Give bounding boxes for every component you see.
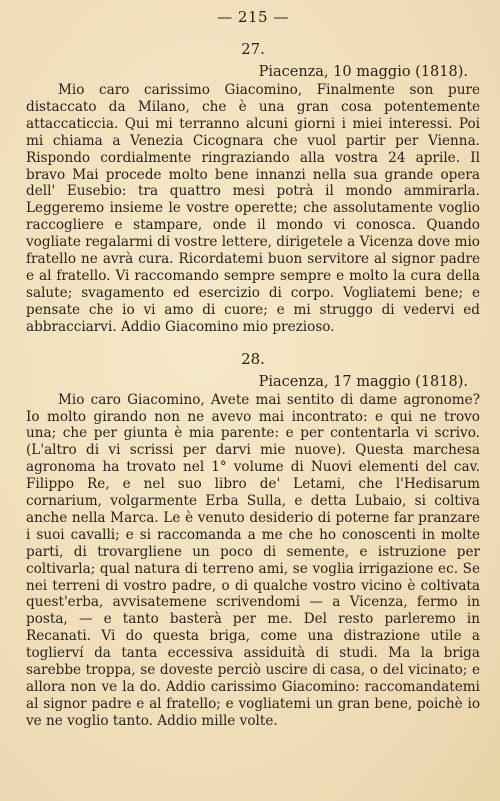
letter-27 — [26, 40, 480, 336]
letter-number: 28. — [241, 349, 265, 368]
letter-28 — [26, 350, 480, 730]
section-spacer — [26, 336, 480, 350]
letter-body: Mio caro carissimo Giacomino, Finalmente son pure distaccato da Milano, che è una gran cosa potentemente attaccaticcia. Qui mi terranno alcuni giorni i miei interessi. Poi mi chiama a Venezia Cicognara che vuol partir per Vienna. Rispondo cordialmente ringraziando alla vostra 24 aprile. Il bravo Mai procede molto bene innanzi nella sua grande opera dell' Eusebio: tra quattro mesi potrà il mondo ammirarla. Leggeremo insieme le vostre operette; che assolutamente voglio raccogliere e stampare, onde il mondo vi conosca. Quando vogliate regalarmi di vostre lettere, dirigetele a Vicenza dove mio fratello ne avrà cura. Ricordatemi buon servitore al signor padre e al fratello. Vi raccomando sempre sempre e molto la cura della salute; svagamento ed esercizio di corpo. Vogliatemi bene; e pensate che io vi amo di cuore; e mi struggo di vedervi ed abbracciarvi. Addio Giacomino mio prezioso. — [26, 82, 480, 335]
letter-body: Mio caro Giacomino, Avete mai sentito di dame agronome? Io molto girando non ne avevo mai incontrato: e qui ne trovo una; che per giunta è mia parente: e per contentarla vi scrivo. (L'altro di vi scrissi per darvi mie nuove). Questa marchesa agronoma ha trovato nel 1° volume di Nuovi elementi del cav. Filippo Re, e nel suo libro de' Letami, che l'Hedisarum cornarium, volgarmente Erba Sulla, e detta Lubaio, si coltiva anche nella Marca. Le è venuto desiderio di poterne far pranzare i suoi cavalli; e si raccomanda a me che ho conoscenti in molte parti, di trovargliene un poco di semente, e istruzione per coltivarla; qual natura di terreno ami, se voglia irrigazione ec. Se nei terreni di vostro padre, o di qualche vostro vicino è coltivata quest'erba, avvisatemene scrivendomi — a Vicenza, fermo in posta, — e tanto basterà per me. Del resto parleremo in Recanati. Vi do questa briga, come una distrazione utile a toglierví da tanta eccessiva assiduità di studi. Ma la briga sarebbe troppa, se doveste perciò uscire di casa, o del vicinato; e allora non ve la do. Addio carissimo Giacomino: raccomandatemi al signor padre e al fratello; e vogliatemi un gran bene, poichè io ve ne voglio tanto. Addio mille volte. — [26, 391, 480, 729]
letter-number: 27. — [241, 40, 265, 58]
letter-date-heading: Piacenza, 17 maggio (1818). — [258, 373, 468, 390]
page-number: — 215 — — [217, 8, 289, 26]
letter-date-heading: Piacenza, 10 maggio (1818). — [258, 64, 468, 80]
